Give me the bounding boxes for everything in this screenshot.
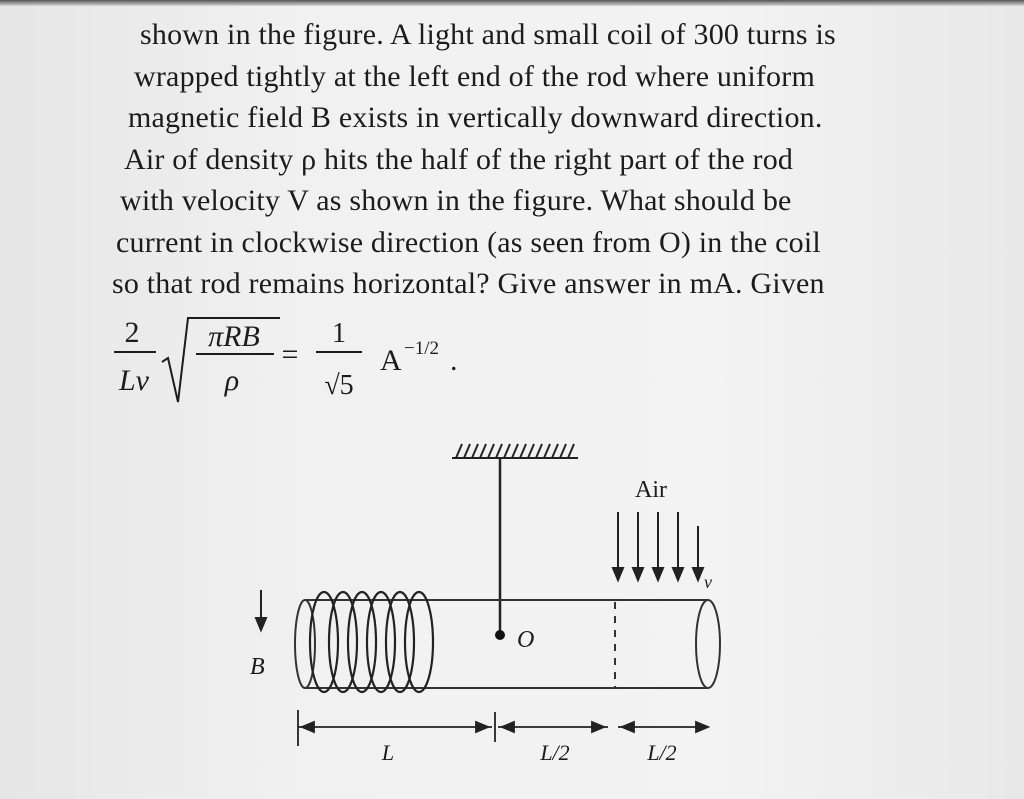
problem-line: with velocity V as shown in the figure. What should be [120, 184, 792, 217]
problem-line: current in clockwise direction (as seen from O) in the coil [116, 225, 821, 259]
problem-line: magnetic field B exists in vertically downward direction. [128, 101, 823, 134]
problem-line: Air of density ρ hits the half of the right part of the rod [124, 142, 794, 176]
formula-inner-numerator: πRB [208, 320, 260, 353]
rod-coil-figure [230, 430, 750, 780]
problem-line: shown in the figure. A light and small coil of 300 turns is [140, 18, 836, 51]
dim-mid-label: L/2 [540, 740, 570, 765]
air-arrows [613, 512, 703, 580]
formula-frac1-denominator: Lv [119, 364, 149, 397]
velocity-label: v [704, 572, 712, 592]
formula-inner-denominator: ρ [224, 364, 240, 397]
pivot-point [495, 630, 505, 640]
problem-line: wrapped tightly at the left end of the rod where uniform [134, 59, 815, 93]
page-top-shadow [0, 0, 1024, 6]
formula-period: . [450, 344, 458, 377]
field-arrow [256, 590, 266, 630]
field-label: B [250, 654, 265, 680]
pivot-label: O [517, 627, 535, 653]
given-formula [112, 310, 512, 410]
formula-unit: A [380, 344, 402, 377]
formula-exponent: −1/2 [404, 338, 439, 359]
formula-frac2-denominator: √5 [324, 370, 354, 401]
ceiling-support [452, 444, 578, 458]
problem-text [112, 14, 982, 305]
formula-frac1-numerator: 2 [124, 316, 140, 349]
rod [295, 600, 720, 688]
formula-equals: = [281, 338, 299, 371]
dim-left-label: L [381, 740, 395, 765]
formula-frac2-numerator: 1 [332, 318, 346, 349]
coil [310, 592, 433, 692]
problem-line: so that rod remains horizontal? Give answer in mA. Given [112, 267, 825, 300]
dim-right-label: L/2 [647, 740, 677, 765]
air-label: Air [635, 477, 667, 503]
